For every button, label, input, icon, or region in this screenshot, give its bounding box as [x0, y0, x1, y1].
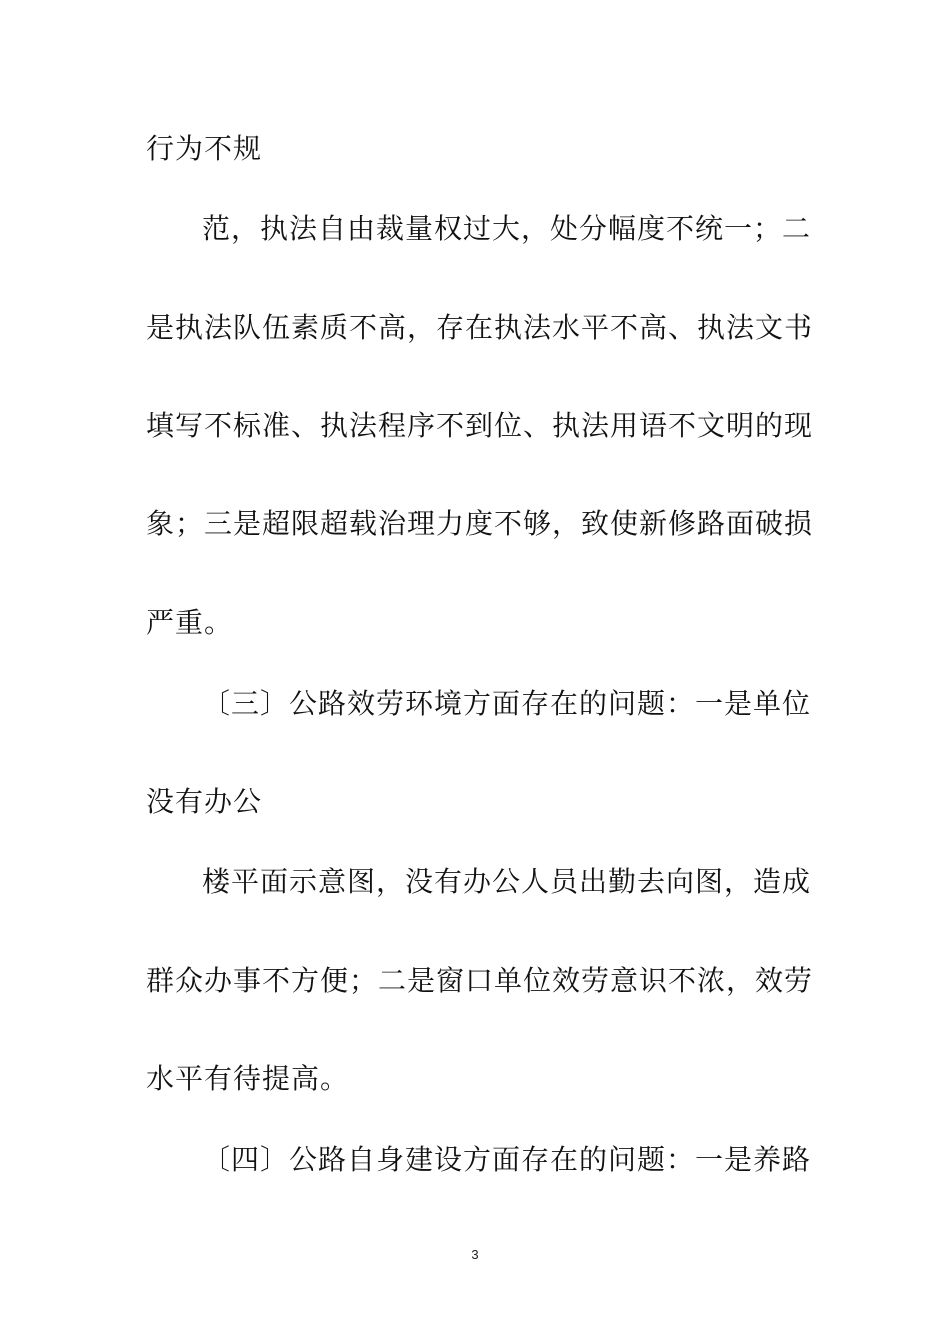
text-line: 没有办公	[146, 785, 263, 818]
text-line: 楼平面示意图，没有办公人员出勤去向图，造成	[202, 865, 812, 898]
text-line: 〔四〕公路自身建设方面存在的问题：一是养路	[202, 1143, 812, 1176]
text-line: 水平有待提高。	[146, 1062, 350, 1095]
text-line: 象；三是超限超载治理力度不够，致使新修路面破损	[146, 507, 814, 540]
text-line: 范，执法自由裁量权过大，处分幅度不统一；二	[202, 212, 812, 245]
text-line: 群众办事不方便；二是窗口单位效劳意识不浓，效劳	[146, 964, 814, 997]
text-line: 〔三〕公路效劳环境方面存在的问题：一是单位	[202, 687, 812, 720]
text-line: 是执法队伍素质不高，存在执法水平不高、执法文书	[146, 311, 814, 344]
text-line: 填写不标准、执法程序不到位、执法用语不文明的现	[146, 409, 814, 442]
text-line: 行为不规	[146, 132, 263, 165]
text-line: 严重。	[146, 606, 234, 639]
page-number: 3	[471, 1247, 479, 1262]
